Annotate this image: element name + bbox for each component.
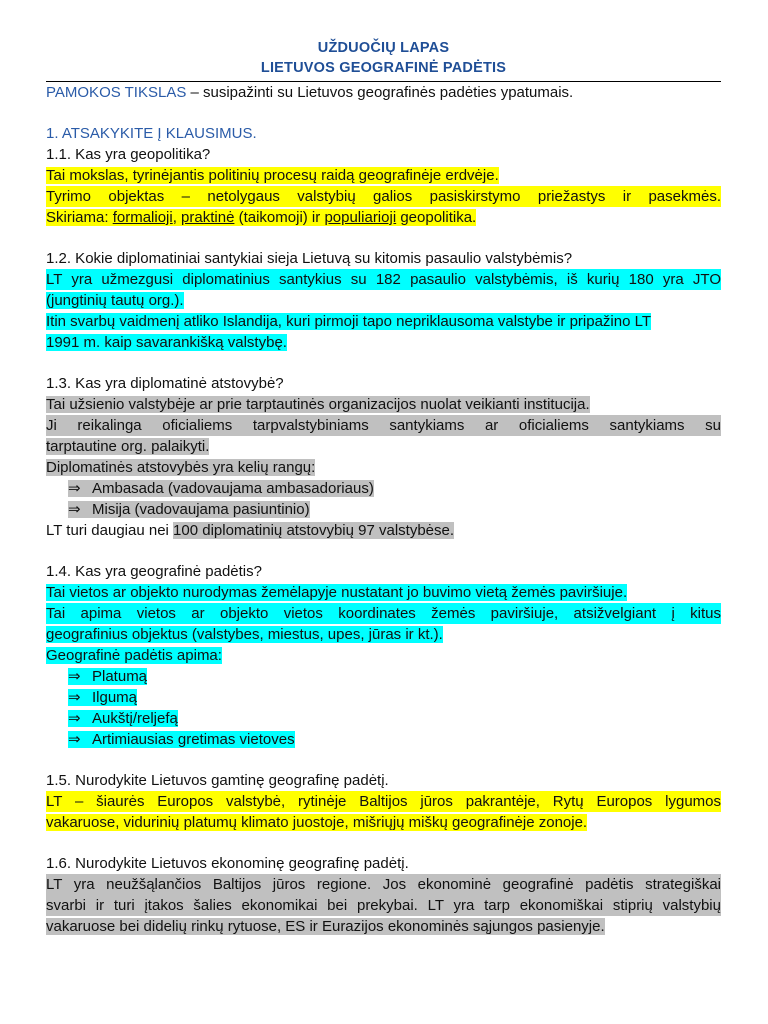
arrow-icon: ⇒ [68,710,81,727]
term-populiarioji: populiarioji [324,209,397,226]
section-heading: 1. ATSAKYKITE Į KLAUSIMUS. [46,125,257,142]
answer-1-3-line-2: Ji reikalinga oficialiems tarpvalstybiniams santykiams ar oficialiems santykiams su [46,417,721,434]
arrow-icon: ⇒ [68,480,81,497]
answer-1-2-line-2: (jungtinių tautų org.). [46,292,184,309]
document-title: UŽDUOČIŲ LAPAS [317,40,450,56]
answer-1-2-line-1: LT yra užmezgusi diplomatinius santykius su 182 pasaulio valstybėmis, iš kurių 180 yra JTO [46,271,721,288]
list-item: ⇒ Artimiausias gretimas vietoves [68,731,295,748]
answer-1-6-line-2: svarbi ir turi įtakos šalies ekonomikai bei prekybai. LT yra tarp ekonomiškai stiprių valstybių [46,897,721,914]
list-item: ⇒ Ambasada (vadovaujama ambasadoriaus) [68,480,374,497]
answer-1-2-line-4: 1991 m. kaip savarankišką valstybę. [46,334,287,351]
term-praktine: praktinė [181,209,235,226]
answer-1-1-line-2: Tyrimo objektas – netolygaus valstybių galios pasiskirstymo priežastys ir pasekmės. [46,188,721,205]
answer-1-4-line-2: Tai apima vietos ar objekto vietos koordinates žemės paviršiuje, atsižvelgiant į kitus [46,605,721,622]
arrow-icon: ⇒ [68,668,81,685]
answer-1-4-line-4: Geografinė padėtis apima: [46,647,222,664]
question-1-5: 1.5. Nurodykite Lietuvos gamtinę geografinę padėtį. [46,772,389,789]
worksheet-page [46,38,721,937]
answer-1-3-line-4: Diplomatinės atstovybės yra kelių rangų: [46,459,316,476]
list-item: ⇒ Misija (vadovaujama pasiuntinio) [68,501,310,518]
term-formalioji: formalioji [112,209,173,226]
answer-1-5-line-2: vakaruose, vidurinių platumų klimato juostoje, mišriųjų miškų geografinėje zonoje. [46,814,588,831]
answer-1-6-line-3: vakaruose bei didelių rinkų rytuose, ES ir Eurazijos ekonominės sąjungos pasienyje. [46,918,605,935]
arrow-icon: ⇒ [68,689,81,706]
arrow-icon: ⇒ [68,731,81,748]
question-1-3: 1.3. Kas yra diplomatinė atstovybė? [46,375,284,392]
lesson-goal-text: – susipažinti su Lietuvos geografinės padėties ypatumais. [186,84,574,101]
list-item: ⇒ Aukštį/reljefą [68,710,178,727]
answer-1-4-line-3: geografinius objektus (valstybes, miestus, upes, jūras ir kt.). [46,626,443,643]
answer-1-4-line-1: Tai vietos ar objekto nurodymas žemėlapyje nustatant jo buvimo vietą žemės paviršiuje. [46,584,628,601]
answer-1-6-line-1: LT yra neužšąlančios Baltijos jūros regione. Jos ekonominė geografinė padėtis strategiškai [46,876,721,893]
list-item: ⇒ Ilgumą [68,689,138,706]
answer-1-1-line-1: Tai mokslas, tyrinėjantis politinių procesų raidą geografinėje erdvėje. [46,167,499,184]
list-item: ⇒ Platumą [68,668,148,685]
document-subtitle: LIETUVOS GEOGRAFINĖ PADĖTIS [260,60,507,76]
answer-1-3-line-1: Tai užsienio valstybėje ar prie tarptautinės organizacijos nuolat veikianti institucija. [46,396,590,413]
answer-1-1-line-3: Skiriama: formalioji, praktinė (taikomoji) ir populiarioji geopolitika. [46,209,477,226]
lesson-goal-label: PAMOKOS TIKSLAS [46,84,187,101]
answer-1-3-line-3: tarptautine org. palaikyti. [46,438,210,455]
answer-1-5-line-1: LT – šiaurės Europos valstybė, rytinėje Baltijos jūros pakrantėje, Rytų Europos lygumos [46,793,721,810]
answer-1-2-line-3: Itin svarbų vaidmenį atliko Islandija, kuri pirmoji tapo nepriklausoma valstybe ir pripažino LT [46,313,651,330]
question-1-1: 1.1. Kas yra geopolitika? [46,146,211,163]
arrow-icon: ⇒ [68,501,81,518]
answer-1-3-line-5: LT turi daugiau nei 100 diplomatinių atstovybių 97 valstybėse. [46,522,455,539]
question-1-2: 1.2. Kokie diplomatiniai santykiai sieja Lietuvą su kitomis pasaulio valstybėmis? [46,250,573,267]
lesson-goal [46,82,721,103]
question-1-6: 1.6. Nurodykite Lietuvos ekonominę geografinę padėtį. [46,855,409,872]
question-1-4: 1.4. Kas yra geografinė padėtis? [46,563,262,580]
